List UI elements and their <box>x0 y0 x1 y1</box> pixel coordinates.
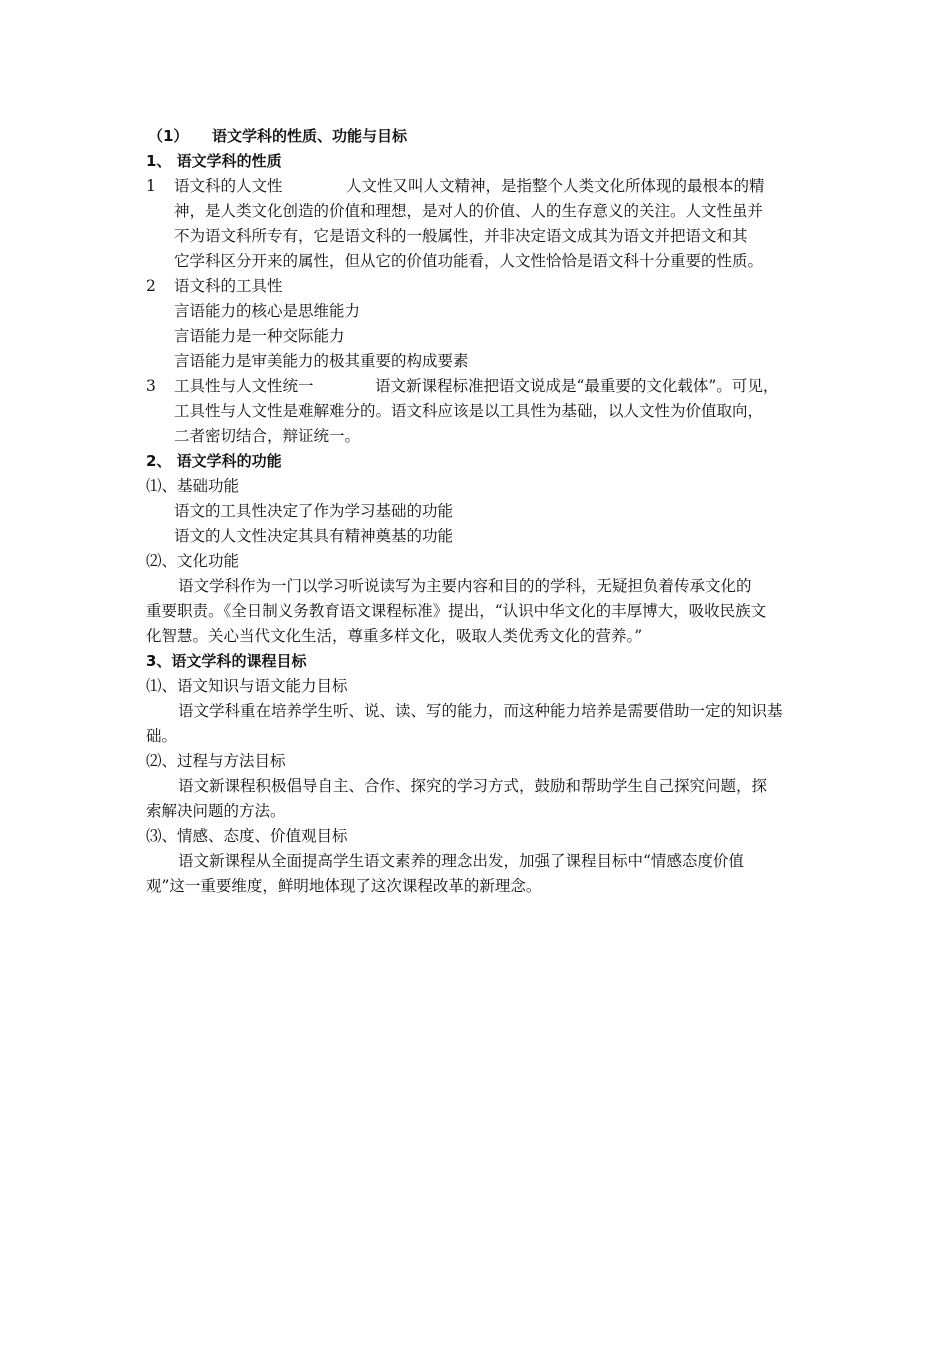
goal-2-line-1: 语文新课程积极倡导自主、合作、探究的学习方式，鼓励和帮助学生自己探究问题，探 <box>178 777 768 795</box>
title-number: （1） <box>148 127 189 145</box>
item-3-line-3: 二者密切结合，辩证统一。 <box>174 427 361 445</box>
section-3-heading: 3、语文学科的课程目标 <box>146 652 307 670</box>
doc-title <box>148 124 408 149</box>
item-3-number: 3 <box>146 377 156 395</box>
function-1-line-2: 语文的人文性决定其具有精神奠基的功能 <box>174 527 454 545</box>
item-1-line-3: 不为语文科所专有，它是语文科的一般属性，并非决定语文成其为语文并把语文和其 <box>174 227 748 245</box>
item-1-label: 语文科的人文性 <box>174 177 283 195</box>
function-1-line-1: 语文的工具性决定了作为学习基础的功能 <box>174 502 454 520</box>
title-text: 语文学科的性质、功能与目标 <box>212 127 408 145</box>
function-2-line-2: 重要职责。《全日制义务教育语文课程标准》提出，“认识中华文化的丰厚博大，吸收民族文 <box>146 602 767 620</box>
function-2-line-3: 化智慧。关心当代文化生活，尊重多样文化，吸取人类优秀文化的营养。” <box>146 627 643 645</box>
goal-1-heading: ⑴、语文知识与语文能力目标 <box>146 677 348 695</box>
function-1-heading: ⑴、基础功能 <box>146 477 240 495</box>
goal-1-line-2: 础。 <box>146 727 178 745</box>
section-1-heading: 1、 语文学科的性质 <box>146 152 282 170</box>
goal-2-heading: ⑵、过程与方法目标 <box>146 752 286 770</box>
item-1-number: 1 <box>146 177 156 195</box>
item-2-label: 语文科的工具性 <box>174 277 283 295</box>
section-2-heading: 2、 语文学科的功能 <box>146 452 282 470</box>
goal-2-line-2: 索解决问题的方法。 <box>146 802 286 820</box>
item-3-line-1: 语文新课程标准把语文说成是“最重要的文化载体”。可见， <box>375 377 779 395</box>
item-1-line-4: 它学科区分开来的属性，但从它的价值功能看，人文性恰恰是语文科十分重要的性质。 <box>174 252 764 270</box>
goal-1-line-1: 语文学科重在培养学生听、说、读、写的能力，而这种能力培养是需要借助一定的知识基 <box>178 702 783 720</box>
item-1-line-2: 神，是人类文化创造的价值和理想，是对人的价值、人的生存意义的关注。人文性虽并 <box>174 202 764 220</box>
goal-3-heading: ⑶、情感、态度、价值观目标 <box>146 827 348 845</box>
item-2-sub-2: 言语能力是一种交际能力 <box>174 327 345 345</box>
item-2-number: 2 <box>146 277 156 295</box>
function-2-line-1: 语文学科作为一门以学习听说读写为主要内容和目的的学科，无疑担负着传承文化的 <box>178 577 752 595</box>
item-3-label: 工具性与人文性统一 <box>174 377 314 395</box>
item-1-line-1: 人文性又叫人文精神，是指整个人类文化所体现的最根本的精 <box>346 177 765 195</box>
goal-3-line-1: 语文新课程从全面提高学生语文素养的理念出发，加强了课程目标中“情感态度价值 <box>178 852 744 870</box>
item-3-line-2: 工具性与人文性是难解难分的。语文科应该是以工具性为基础，以人文性为价值取向， <box>174 402 764 420</box>
goal-3-line-2: 观”这一重要维度，鲜明地体现了这次课程改革的新理念。 <box>146 877 542 895</box>
item-2-sub-3: 言语能力是审美能力的极其重要的构成要素 <box>174 352 469 370</box>
item-2-sub-1: 言语能力的核心是思维能力 <box>174 302 361 320</box>
function-2-heading: ⑵、文化功能 <box>146 552 240 570</box>
